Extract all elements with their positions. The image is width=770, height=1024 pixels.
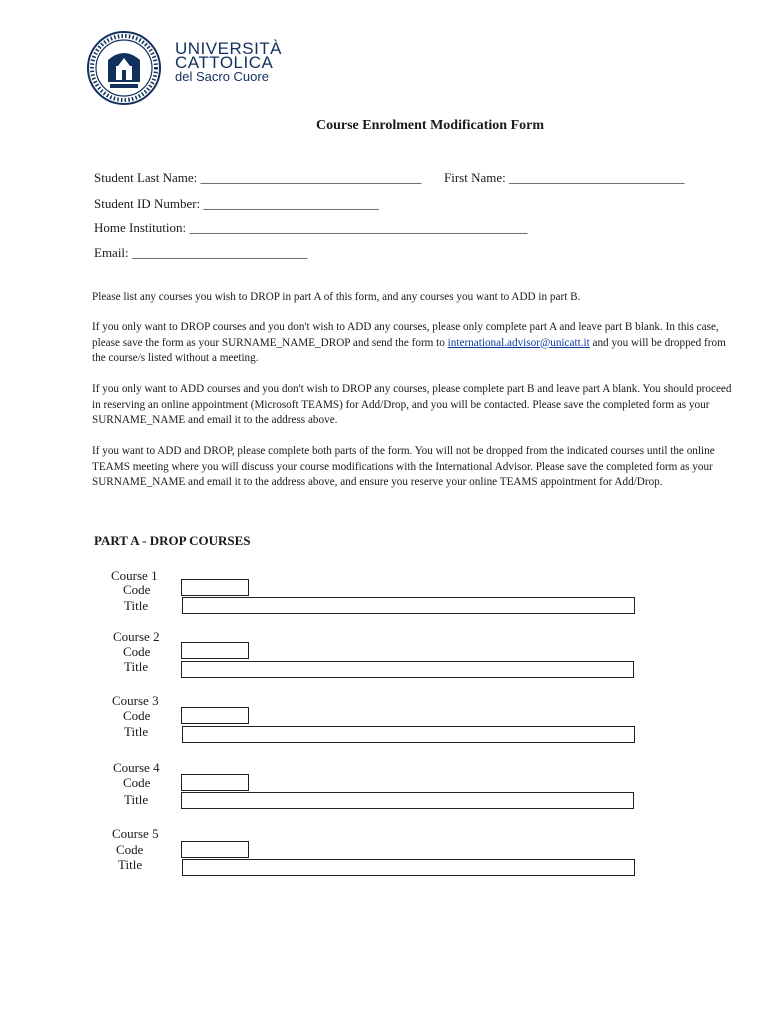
instructions-p2-end: and you will be dropped from the course/s listed without a meeting. — [92, 336, 726, 365]
wordmark-line-3: del Sacro Cuore — [175, 69, 269, 84]
advisor-email-link[interactable]: international.advisor@unicatt.it — [447, 336, 590, 349]
course-title-input[interactable] — [181, 661, 634, 678]
code-label: Code — [123, 708, 151, 723]
title-label: Title — [124, 792, 149, 807]
course-3-block — [0, 692, 770, 752]
part-a-heading: PART A - DROP COURSES — [94, 533, 251, 548]
university-logo — [86, 30, 283, 110]
course-label: Course 5 — [112, 826, 159, 841]
first-name-field[interactable]: First Name: ___________________________ — [444, 170, 685, 185]
title-label: Title — [118, 857, 143, 872]
course-4-block — [0, 759, 770, 819]
code-label: Code — [123, 644, 151, 659]
title-label: Title — [124, 724, 149, 739]
student-last-name-field[interactable]: Student Last Name: __________________________________ — [94, 170, 422, 185]
instructions-paragraph-1: Please list any courses you wish to DROP in part A of this form, and any courses you want to ADD in part B. — [92, 291, 581, 303]
code-label: Code — [116, 842, 144, 857]
course-label: Course 1 — [111, 568, 158, 583]
course-title-input[interactable] — [181, 792, 634, 809]
instructions-p2-start: If you only want to DROP courses and you don't wish to ADD any courses, please only complete part A and leave part B blank. In this case, please save the form as your SURNAME_NAME_DROP and send the form to — [92, 321, 719, 349]
instructions-paragraph-3: If you only want to ADD courses and you don't wish to DROP any courses, please complete part B and leave part A blank. You should proceed in reserving an online appointment (Microsoft TEAMS) for Add/Drop, and you will be contacted. Please save the completed form as your SURNAME_NAME and email it to the address above. — [92, 383, 732, 427]
course-title-input[interactable] — [182, 859, 635, 876]
university-wordmark — [175, 39, 283, 84]
course-code-input[interactable] — [181, 642, 249, 659]
code-label: Code — [123, 775, 151, 790]
wordmark-line-2: CATTOLICA — [175, 53, 274, 72]
wordmark-line-1: UNIVERSITÀ — [175, 39, 283, 58]
title-label: Title — [124, 659, 149, 674]
course-label: Course 4 — [113, 760, 160, 775]
student-id-field[interactable]: Student ID Number: ___________________________ — [94, 196, 379, 211]
instructions-paragraph-4: If you want to ADD and DROP, please complete both parts of the form. You will not be dropped from the indicated courses until the online TEAMS meeting where you will discuss your course modifications with the International Advisor. Please save the completed form as your SURNAME_NAME and email it to the address above, and ensure you reserve your online TEAMS appointment for Add/Drop. — [92, 445, 715, 489]
form-title: Course Enrolment Modification Form — [316, 118, 544, 133]
email-field[interactable]: Email: ___________________________ — [94, 245, 308, 260]
title-label: Title — [124, 598, 149, 613]
course-label: Course 3 — [112, 693, 159, 708]
university-seal-icon — [86, 30, 162, 106]
course-code-input[interactable] — [181, 841, 249, 858]
course-title-input[interactable] — [182, 726, 635, 743]
course-1-block — [0, 566, 770, 626]
course-title-input[interactable] — [182, 597, 635, 614]
course-code-input[interactable] — [181, 707, 249, 724]
course-2-block — [0, 628, 770, 688]
instructions-paragraph-2 — [92, 320, 732, 367]
home-institution-field[interactable]: Home Institution: ____________________________________________________ — [94, 220, 528, 235]
course-code-input[interactable] — [181, 579, 249, 596]
course-label: Course 2 — [113, 629, 160, 644]
code-label: Code — [123, 582, 151, 597]
course-code-input[interactable] — [181, 774, 249, 791]
course-5-block — [0, 826, 770, 886]
